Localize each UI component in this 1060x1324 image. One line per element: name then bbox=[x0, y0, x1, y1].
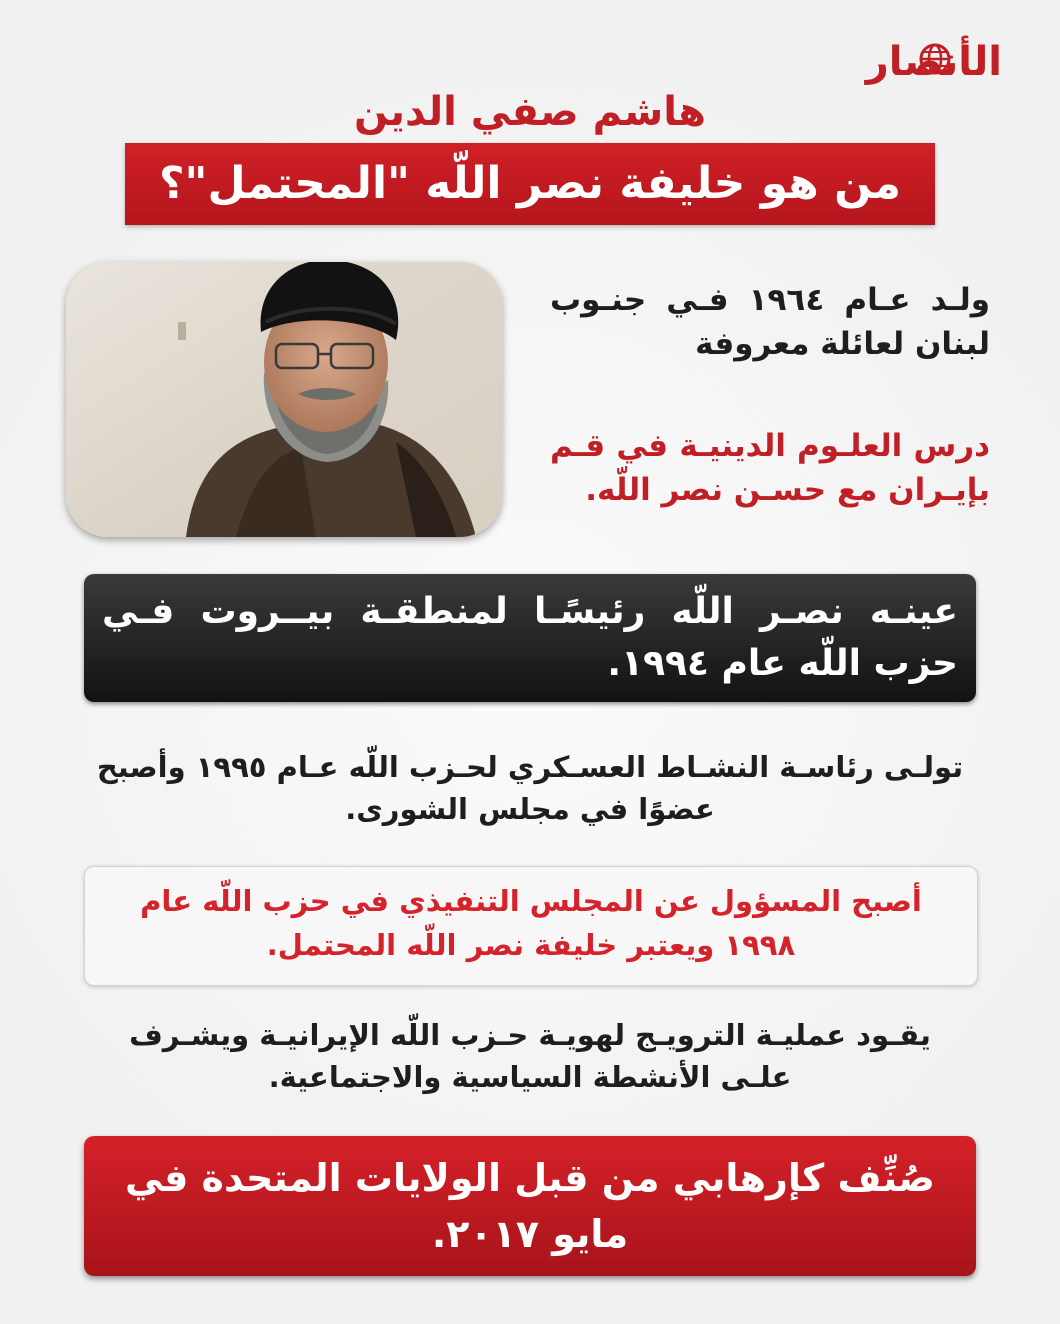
light-highlight-text: أصبح المسؤول عن المجلس التنفيذي في حزب اللّه عام ١٩٩٨ ويعتبر خليفة نصر اللّه المحتمل. bbox=[140, 884, 922, 962]
military-role-paragraph: تولـى رئاسـة النشـاط العسـكري لحـزب اللّه عـام ١٩٩٥ وأصبح عضوًا في مجلس الشورى. bbox=[96, 750, 964, 826]
dark-highlight-text: عينـه نصـر اللّه رئيسًـا لمنطقـة بيــروت فـي حزب اللّه عام ١٩٩٤. bbox=[102, 591, 958, 684]
portrait-photo bbox=[66, 262, 502, 537]
person-name: هاشم صفي الدين bbox=[353, 89, 707, 135]
promotion-paragraph: يقـود عمليـة الترويـج لهويـة حـزب اللّه الإيرانيـة ويشـرف علـى الأنشطة السياسية والاجتماعية. bbox=[129, 1018, 931, 1094]
dark-highlight-box bbox=[84, 574, 976, 702]
bio-birth: ولـد عـام ١٩٦٤ فـي جنـوب لبنان لعائلة معروفة bbox=[550, 282, 990, 362]
bio-education: درس العلـوم الدينيـة في قـم بإيـران مع حسـن نصر اللّه. bbox=[550, 428, 990, 508]
portrait-illustration bbox=[66, 262, 502, 537]
light-highlight-box bbox=[84, 866, 978, 986]
headline-text: من هو خليفة نصر اللّه "المحتمل"؟ bbox=[159, 158, 901, 209]
logo-text: الأنصار bbox=[865, 39, 1002, 85]
red-highlight-box bbox=[84, 1136, 976, 1276]
red-highlight-text: صُنِّف كإرهابي من قبل الولايات المتحدة في مايو ٢٠١٧. bbox=[125, 1156, 935, 1256]
headline-banner bbox=[125, 143, 935, 225]
